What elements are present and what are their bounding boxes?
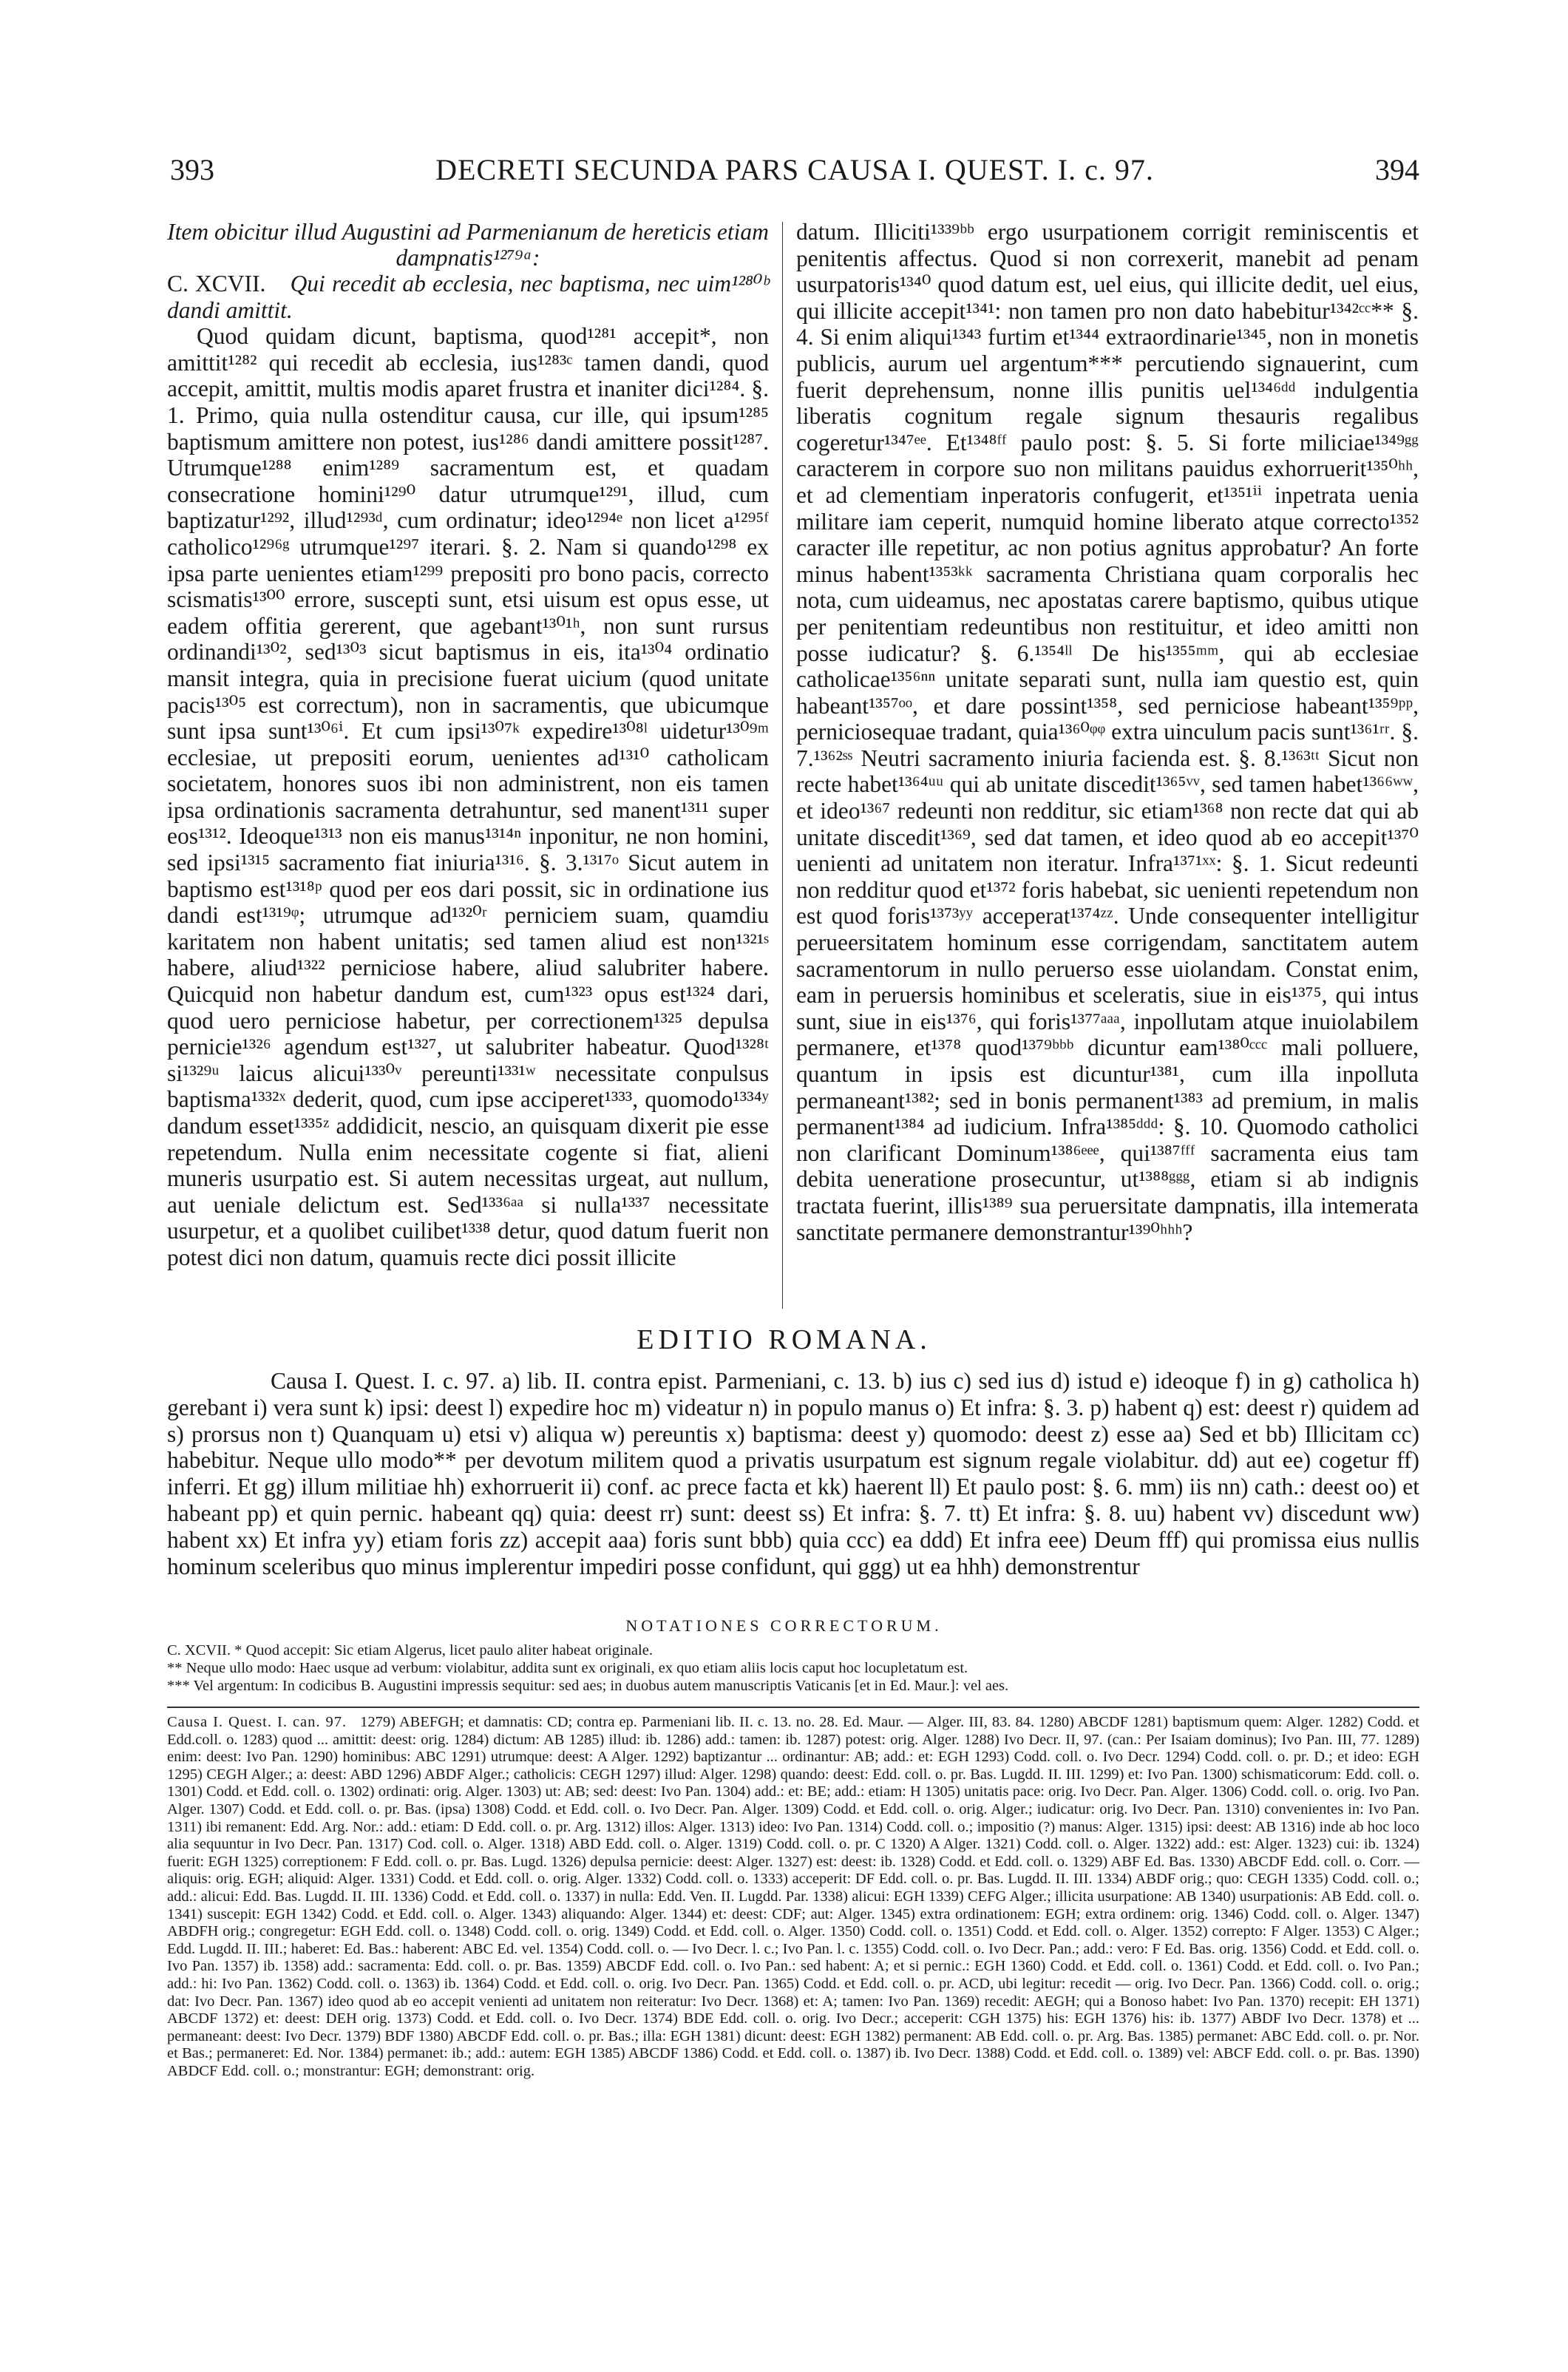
right-column-text: datum. Illiciti¹³³⁹ᵇᵇ ergo usurpationem corrigit reminiscentis et penitentis affectus. Quod si non correxerit, manebit ad penam usurpatoris¹³⁴⁰ quod datum est, uel eius, qui illicite dedit, uel eius, qui illicite accepit¹³⁴¹: non tamen pro non dato habebitur¹³⁴²ᶜᶜ** §. 4. Si enim aliqui¹³⁴³ furtim et¹³⁴⁴ extraordinarie¹³⁴⁵, non in monetis publicis, aurum uel argentum*** percutiendo signauerint, cum fuerit deprehensum, nonne illis punitis uel¹³⁴⁶ᵈᵈ indulgentia liberatis cognitum regale signum thesauris regalibus cogeretur¹³⁴⁷ᵉᵉ. Et¹³⁴⁸ᶠᶠ paulo post: §. 5. Si forte miliciae¹³⁴⁹ᵍᵍ caracterem in corpore suo non militans pauidus exhorruerit¹³⁵⁰ʰʰ, et ad clementiam inperatoris confugerit, et¹³⁵¹ⁱⁱ inpetrata uenia militare iam ceperit, numquid homine liberato atque correcto¹³⁵² caracter ille repetitur, ac non potius agnitus approbatur? An forte minus habent¹³⁵³ᵏᵏ sacramenta Christiana quam corporalis hec nota, cum uideamus, nec apostatas carere baptismo, quibus utique per penitentiam redeuntibus non restituitur, et ideo amitti non posse iudicatur? §. 6.¹³⁵⁴ˡˡ De his¹³⁵⁵ᵐᵐ, qui ab ecclesiae catholicae¹³⁵⁶ⁿⁿ unitate separati sunt, nulla iam questio est, quin habeant¹³⁵⁷ᵒᵒ, et dare possint¹³⁵⁸, sed perniciose habeant¹³⁵⁹ᵖᵖ, perniciosequae tradant, quia¹³⁶⁰ᵠᵠ extra uinculum pacis sunt¹³⁶¹ʳʳ. §. 7.¹³⁶²ˢˢ Neutri sacramento iniuria facienda est. §. 8.¹³⁶³ᵗᵗ Sicut non recte habet¹³⁶⁴ᵘᵘ qui ab unitate discedit¹³⁶⁵ᵛᵛ, sed tamen habet¹³⁶⁶ʷʷ, et ideo¹³⁶⁷ redeunti non redditur, sic etiam¹³⁶⁸ non recte dat qui ab unitate discedit¹³⁶⁹, sed dat tamen, et ideo quod ab eo accepit¹³⁷⁰ uenienti ad unitatem non iteratur. Infra¹³⁷¹ˣˣ: §. 1. Sicut redeunti non redditur quod et¹³⁷² foris habebat, sic uenienti repetendum non est quod foris¹³⁷³ʸʸ acceperat¹³⁷⁴ᶻᶻ. Unde consequenter intelligitur perueersitatem hominum esse corrigendam, sanctitatem autem sacramentorum in nullo peruerso esse uiolandam. Constat enim, eam in peruersis hominibus et sceleratis, siue in eis¹³⁷⁵, qui intus sunt, siue in eis¹³⁷⁶, qui foris¹³⁷⁷ᵃᵃᵃ, inpollutam atque inuiolabilem permanere, et¹³⁷⁸ quod¹³⁷⁹ᵇᵇᵇ dicuntur eam¹³⁸⁰ᶜᶜᶜ mali polluere, quantum in ipsis est dicuntur¹³⁸¹, cum illa inpolluta permaneant¹³⁸²; sed in bonis permanent¹³⁸³ ad premium, in malis permanent¹³⁸⁴ ad iudicium. Infra¹³⁸⁵ᵈᵈᵈ: §. 10. Quomodo catholici non clarificant Dominum¹³⁸⁶ᵉᵉᵉ, qui¹³⁸⁷ᶠᶠᶠ sacramenta eius tam debita ueneratione prosecuntur, ut¹³⁸⁸ᵍᵍᵍ, etiam si ab indignis tractata fuerint, illis¹³⁸⁹ sua peruersitate dampnatis, illa intemerata sanctitate permanere demonstrantur¹³⁹⁰ʰʰʰ?: [796, 219, 1419, 1245]
editio-romana-title: EDITIO ROMANA.: [637, 1324, 931, 1355]
notationes: [167, 1641, 1419, 1695]
chapter-number: C. XCVII.: [167, 271, 266, 296]
right-column: [796, 219, 1419, 1245]
column-divider: [782, 222, 783, 1309]
page-header: [170, 152, 1419, 189]
variants-body: 1279) ABEFGH; et damnatis: CD; contra ep. Parmeniani lib. II. c. 13. no. 28. Ed. Maur. — Alger. III, 83. 84. 1280) ABCDF 1281) baptismum quem: Alger. 1282) Codd. et Edd.coll. o. 1283) quod ... amittit: deest: orig. 1284) dictum: AB 1285) illud: ib. 1286) add.: tamen: ib. 1287) potest: orig. Alger. 1288) Ivo Decr. II, 97. (can.: Per Isaiam dominus); Ivo Pan. III, 77. 1289) enim: deest: Ivo Pan. 1290) hominibus: ABC 1291) utrumque: deest: A Alger. 1292) baptizantur ... ordinantur: AB; add.: et: EGH 1293) Codd. coll. o. Ivo Decr. 1294) Codd. coll. o. pr. D.; et ideo: EGH 1295) CEGH Alger.; a: deest: ABD 1296) ABDF Alger.; catholicis: CEGH 1297) illud: Alger. 1298) quando: deest: Edd. coll. o. pr. Bas. Lugdd. II. III. 1299) et: Ivo Pan. 1300) schismaticorum: Edd. coll. o. 1301) Codd. et Edd. coll. o. 1302) ordinati: orig. Alger. 1303) ut: AB; sed: deest: Ivo Pan. 1304) add.: et: BE; add.: etiam: H 1305) unitatis pace: orig. Ivo Decr. Pan. Alger. 1306) Codd. coll. o. orig. Ivo Pan. Alger. 1307) Codd. et Edd. coll. o. pr. Bas. (ipsa) 1308) Codd. et Edd. coll. o. Ivo Decr. Pan. Alger. 1309) Codd. et Edd. coll. o. orig. Alger.; iudicatur: orig. Ivo Decr. Pan. 1310) convenientes in: Ivo Pan. 1311) ibi remanent: Edd. Arg. Nor.: add.: etiam: D Edd. coll. o. pr. Arg. 1312) illos: Alger. 1313) ideo: Ivo Pan. 1314) Codd. coll. o.; impositio (?) manus: Alger. 1315) ipsi: deest: AB 1316) inde ab hoc loco alia sequuntur in Ivo Decr. Pan. 1317) Cod. coll. o. Alger. 1318) ABD Edd. coll. o. Alger. 1319) Codd. coll. o. pr. C 1320) A Alger. 1321) Codd. coll. o. Alger. 1322) add.: est: Alger. 1323) cui: ib. 1324) fuerit: EGH 1325) correptionem: F Edd. coll. o. pr. Bas. Lugd. 1326) depulsa pernicie: deest: Alger. 1327) est: deest: ib. 1328) Codd. et Edd. coll. o. 1329) ABF Ed. Bas. 1330) ABCDF Edd. coll. o. Corr. — aliquis: orig. EGH; aliquid: Alger. 1331) Codd. et Edd. coll. o. orig. Alger. 1332) Codd. coll. o. 1333) acceperit: DF Edd. coll. o. pr. Bas. Lugdd. II. III. 1334) ABDF orig.; quo: CEGH 1335) Codd. coll. o.; add.: alicui: Edd. Bas. Lugdd. II. III. 1336) Codd. et Edd. coll. o. 1337) in nulla: Edd. Ven. II. Lugdd. Par. 1338) alicui: EGH 1339) CEFG Alger.; illicita usurpatione: AB 1340) usurpationis: AB Edd. coll. o. 1341) suscepit: EGH 1342) Codd. et Edd. coll. o. Alger. 1343) aliquando: Alger. 1344) et: deest: CDF; aut: Alger. 1345) extra ordinationem: EGH; extra ordinem: orig. 1346) Codd. coll. o. Alger. 1347) ABDFH orig.; congregetur: EGH Edd. coll. o. 1348) Codd. coll. o. orig. 1349) Codd. et Edd. coll. o. Alger. 1350) Codd. coll. o. 1351) Codd. et Edd. coll. o. Alger. 1352) correpto: F Alger. 1353) C Alger.; Edd. Lugdd. II. III.; haberet: Ed. Bas.: haberent: ABC Ed. vel. 1354) Codd. coll. o. — Ivo Decr. l. c.; Ivo Pan. l. c. 1355) Codd. coll. o. Ivo Decr. Pan.; add.: vero: F Ed. Bas. orig. 1356) Codd. et Edd. coll. o. Ivo Pan. 1357) ib. 1358) add.: sacramenta: Edd. coll. o. pr. Bas. 1359) ABCDF Edd. coll. o. Ivo Pan.: sed habent: A; et si pernic.: EGH 1360) Codd. et Edd. coll. o. 1361) Codd. et Edd. coll. o. Ivo Pan.; add.: hi: Ivo Pan. 1362) Codd. coll. o. 1363) ib. 1364) Codd. et Edd. coll. o. orig. Ivo Decr. Pan. 1365) Codd. et Edd. coll. o. pr. ACD, ubi legitur: recedit — orig. Ivo Decr. Pan. 1366) Codd. coll. o. orig.; dat: Ivo Decr. Pan. 1367) ideo quod ab eo accepit venienti ad unitatem non reiteratur: Ivo Decr. 1368) et: A; tamen: Ivo Pan. 1369) recedit: AEGH; qui a Bonoso habet: Ivo Pan. 1370) recepit: EH 1371) ABCDF 1372) et: deest: DEH orig. 1373) Codd. et Edd. coll. o. Ivo Decr. 1374) BDE Edd. coll. o. orig. Ivo Decr.; acceperit: CGH 1375) his: EGH 1376) his: ib. 1377) ABDF Ivo Decr. 1378) et ... permaneant: deest: Ivo Decr. 1379) BDF 1380) ABCDF Edd. coll. o. pr. Bas.; illa: EGH 1381) dicunt: deest: EGH 1382) permanent: AB Edd. coll. o. pr. Arg. Bas. 1385) permanet: ABC Edd. coll. o. pr. Nor. et Bas.; permaneret: Ed. Nor. 1384) permanet: ib.; add.: autem: EGH 1385) ABCDF 1386) Codd. et Edd. coll. o. 1387) ib. Ivo Decr. 1388) Codd. et Edd. coll. o. 1389) vel: ABCF Edd. coll. o. pr. Bas. 1390) ABDCF Edd. coll. o.; monstrantur: EGH; demonstrant: orig.: [167, 1714, 1420, 2079]
notationes-title: NOTATIONES CORRECTORUM.: [625, 1616, 943, 1635]
notatio-line: C. XCVII. * Quod accepit: Sic etiam Algerus, licet paulo aliter habeat originale.: [167, 1642, 653, 1658]
chapter-heading: [167, 271, 769, 323]
editio-romana-text: Causa I. Quest. I. c. 97. a) lib. II. contra epist. Parmeniani, c. 13. b) ius c) sed ius d) istud e) ideoque f) in g) catholica h) gerebant i) vera sunt k) ipsi: deest l) expedire hoc m) videatur n) in populo manus o) Et infra: §. 3. p) habent q) est: deest r) quidem ad s) prorsus non t) Quanquam u) etsi v) aliqua w) pereuntis x) baptisma: deest y) quomodo: deest z) esse aa) Sed et bb) Illicitam cc) habebitur. Neque ullo modo** per devotum militem quod a privatis usurpatum est signum regale violabitur. dd) aut ee) cogetur ff) inferri. Et gg) illum militiae hh) exhorruerit ii) conf. ac prece facta et kk) haerent ll) Et paulo post: §. 6. mm) iis nn) cath.: deest oo) et habeant pp) et quin pernic. habeant qq) quia: deest rr) sunt: deest ss) Et infra: §. 7. tt) Et infra: §. 8. uu) habent vv) discedunt ww) habent xx) Et infra yy) etiam foris zz) accepit aaa) foris sunt bbb) quia ccc) ea ddd) Et infra eee) Deum fff) qui promissa eius nullis hominum sceleribus quo minus implerentur impediri posse confidunt, qui ggg) ut ea hhh) demonstrentur: [167, 1368, 1419, 1579]
notatio-line: ** Neque ullo modo: Haec usque ad verbum: violabitur, addita sunt ex originali, ex quo etiam aliis locis caput hoc locupletatum est.: [167, 1660, 968, 1676]
running-head: DECRETI SECUNDA PARS CAUSA I. QUEST. I. c. 97.: [435, 153, 1154, 186]
variants-divider: [167, 1707, 1419, 1708]
variant-readings-text: [167, 1714, 1419, 2080]
item-title: Item obicitur illud Augustini ad Parmenianum de hereticis etiam dampnatis¹²⁷⁹ᵃ:: [167, 219, 769, 271]
variant-readings: [167, 1714, 1419, 2080]
left-column: [167, 219, 769, 1271]
notatio-line: *** Vel argentum: In codicibus B. Augustini impressis sequitur: sed aes; in duobus autem manuscriptis Vaticanis [et in Ed. Maur.]: vel aes.: [167, 1678, 1009, 1694]
page-number-left: 393: [170, 153, 214, 186]
page-number-right: 394: [1375, 153, 1419, 186]
editio-romana: [167, 1368, 1419, 1579]
chapter-description: Qui recedit ab ecclesia, nec baptisma, nec uim¹²⁸⁰ᵇ dandi amittit.: [167, 271, 769, 323]
left-column-text: Quod quidam dicunt, baptisma, quod¹²⁸¹ accepit*, non amittit¹²⁸² qui recedit ab ecclesia, ius¹²⁸³ᶜ tamen dandi, quod accepit, amittit, multis modis aparet frustra et inaniter dici¹²⁸⁴. §. 1. Primo, quia nulla ostenditur causa, cur ille, qui ipsum¹²⁸⁵ baptismum amittere non potest, ius¹²⁸⁶ dandi amittere possit¹²⁸⁷. Utrumque¹²⁸⁸ enim¹²⁸⁹ sacramentum est, et quadam consecratione homini¹²⁹⁰ datur utrumque¹²⁹¹, illud, cum baptizatur¹²⁹², illud¹²⁹³ᵈ, cum ordinatur; ideo¹²⁹⁴ᵉ non licet a¹²⁹⁵ᶠ catholico¹²⁹⁶ᵍ utrumque¹²⁹⁷ iterari. §. 2. Nam si quando¹²⁹⁸ ex ipsa parte uenientes etiam¹²⁹⁹ prepositi pro bono pacis, correcto scismatis¹³⁰⁰ errore, suscepti sunt, etsi uisum est opus esse, ut eadem offitia gererent, que agebant¹³⁰¹ʰ, non sunt rursus ordinandi¹³⁰², sed¹³⁰³ sicut baptismus in eis, ita¹³⁰⁴ ordinatio mansit integra, quia in precisione fuerat uicium (quod unitate pacis¹³⁰⁵ est correctum), non in sacramentis, que ubicumque sunt ipsa sunt¹³⁰⁶ⁱ. Et cum ipsi¹³⁰⁷ᵏ expedire¹³⁰⁸ˡ uidetur¹³⁰⁹ᵐ ecclesiae, ut prepositi eorum, uenientes ad¹³¹⁰ catholicam societatem, honores suos ibi non administrent, non eis tamen ipsa ordinationis sacramenta detrahuntur, sed manent¹³¹¹ super eos¹³¹². Ideoque¹³¹³ non eis manus¹³¹⁴ⁿ inponitur, ne non homini, sed ipsi¹³¹⁵ sacramento fiat iniuria¹³¹⁶. §. 3.¹³¹⁷ᵒ Sicut autem in baptismo est¹³¹⁸ᵖ quod per eos dari possit, sic in ordinatione ius dandi est¹³¹⁹ᵠ; utrumque ad¹³²⁰ʳ perniciem suam, quamdiu karitatem non habent unitatis; sed tamen aliud est non¹³²¹ˢ habere, aliud¹³²² perniciose habere, aliud salubriter habere. Quicquid non habetur dandum est, cum¹³²³ opus est¹³²⁴ dari, quod uero perniciose habetur, per correctionem¹³²⁵ depulsa pernicie¹³²⁶ agendum est¹³²⁷, ut salubriter habeatur. Quod¹³²⁸ᵗ si¹³²⁹ᵘ laicus alicui¹³³⁰ᵛ pereunti¹³³¹ʷ necessitate conpulsus baptisma¹³³²ˣ dederit, quod, cum ipse acciperet¹³³³, quomodo¹³³⁴ʸ dandum esset¹³³⁵ᶻ addidicit, nescio, an quisquam dixerit pie esse repetendum. Nulla enim necessitate cogente si fiat, alieni muneris usurpatio est. Si autem necessitas urgeat, aut nullum, aut ueniale delictum est. Sed¹³³⁶ᵃᵃ si nulla¹³³⁷ necessitate usurpetur, et a quolibet cuilibet¹³³⁸ detur, quod datum fuerit non potest dici non datum, quamuis recte dici possit illicite: [167, 323, 769, 1270]
variants-heading: Causa I. Quest. I. can. 97.: [167, 1714, 347, 1730]
